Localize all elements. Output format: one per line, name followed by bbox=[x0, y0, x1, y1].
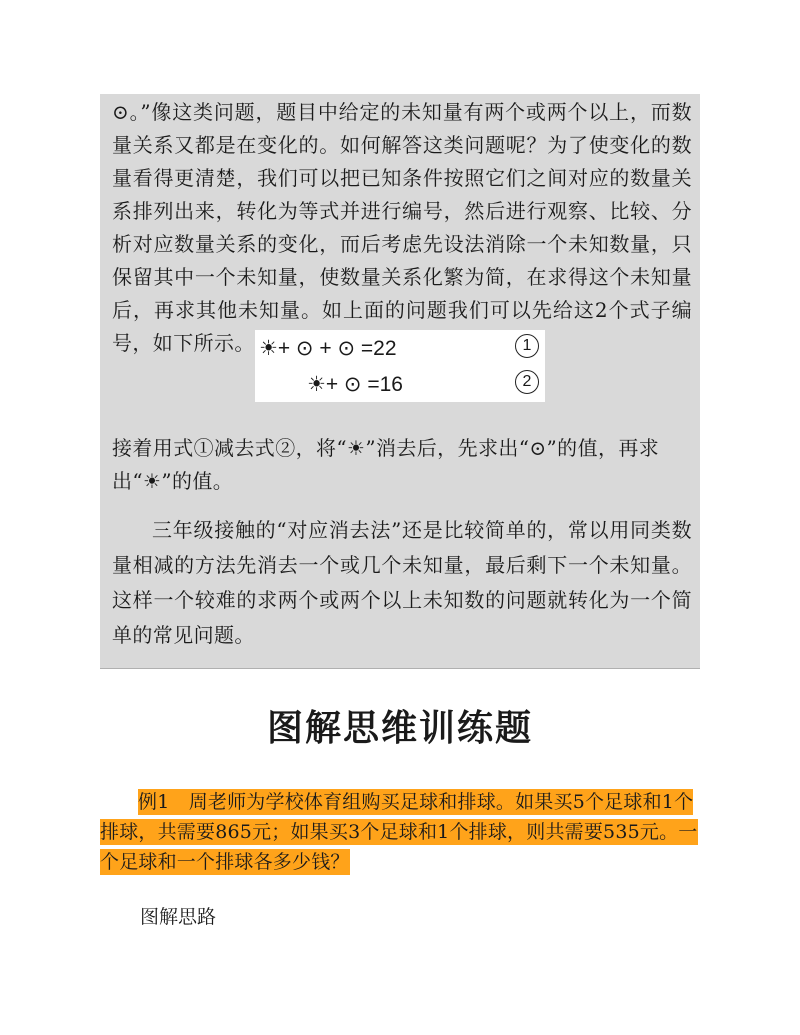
equation-block bbox=[255, 330, 545, 402]
intro-paragraph-1: ⊙。”像这类问题，题目中给定的未知量有两个或两个以上，而数量关系又都是在变化的。如何解答这类问题呢？为了使变化的数量看得更清楚，我们可以把已知条件按照它们之间对应的数量关系排列出来，转化为等式并进行编号，然后进行观察、比较、分析对应数量关系的变化，而后考虑先设法消除一个未知数量，只保留其中一个未知量，使数量关系化繁为简，在求得这个未知量后，再求其他未知量。如上面的问题我们可以先给这2个式子编号，如下所示。 bbox=[112, 100, 692, 355]
intro-paragraph-2: 接着用式①减去式②，将“☀”消去后，先求出“⊙”的值，再求出“☀”的值。 bbox=[112, 436, 660, 493]
equation-row-2 bbox=[255, 368, 545, 400]
page-title: 图解思维训练题 bbox=[266, 708, 533, 749]
equation-1: ☀+ ⊙ + ⊙ =22 bbox=[259, 337, 397, 360]
equation-1-number: 1 bbox=[515, 334, 539, 358]
example-1-text: 例1 周老师为学校体育组购买足球和排球。如果买5个足球和1个排球，共需要865元；如果买3个足球和1个排球，则共需要535元。一个足球和一个排球各多少钱？ bbox=[100, 791, 698, 873]
example-1 bbox=[100, 787, 700, 877]
equation-2-number: 2 bbox=[515, 370, 539, 394]
equation-row-1 bbox=[255, 332, 545, 364]
intro-paragraph-3: 三年级接触的“对应消去法”还是比较简单的，常以用同类数量相减的方法先消去一个或几个未知量，最后剩下一个未知量。这样一个较难的求两个或两个以上未知数的问题就转化为一个简单的常见问题。 bbox=[112, 518, 692, 647]
section-label-thinking: 图解思路 bbox=[140, 906, 217, 928]
equation-2: ☀+ ⊙ =16 bbox=[307, 373, 403, 396]
